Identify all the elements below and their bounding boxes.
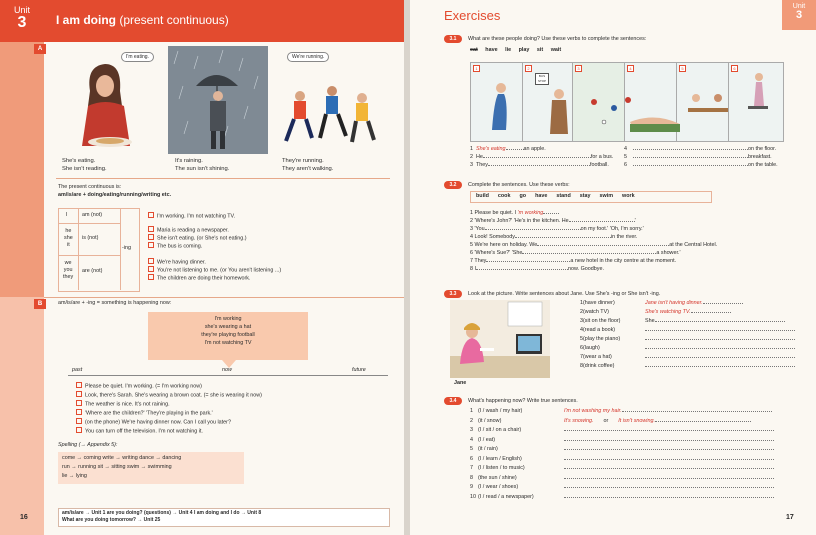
- ex32-item-7: 7 They a new hotel in the city centre at the moment.: [470, 258, 677, 264]
- checkbox-icon: [148, 274, 154, 280]
- checkbox-icon: [148, 266, 154, 272]
- unit-box: [782, 0, 816, 30]
- blank[interactable]: [564, 487, 774, 488]
- example-a-2: Maria is reading a newspaper.: [148, 226, 229, 234]
- unit-number: 3: [17, 14, 27, 31]
- box-line-4: I'm not watching TV: [204, 340, 252, 346]
- example-b-5: (on the phone) We're having dinner now. Can I call you later?: [76, 418, 231, 426]
- section-divider: [44, 297, 404, 298]
- exercise-illustrations: [470, 62, 782, 140]
- blank[interactable]: [564, 459, 774, 460]
- blank[interactable]: [485, 229, 581, 230]
- table-line: [78, 208, 79, 290]
- illustration-rain: [168, 46, 268, 154]
- ex31-item-5: 5 breakfast.: [624, 154, 772, 160]
- blank[interactable]: [564, 430, 774, 431]
- page-number: 16: [20, 514, 28, 521]
- ex32-item-8: 8 I now. Goodbye.: [470, 266, 604, 272]
- divider: [56, 178, 390, 179]
- spelling-line-2: run → running sit → sitting swim → swimming: [62, 464, 172, 470]
- table-line: [58, 223, 120, 224]
- blank[interactable]: [655, 421, 751, 422]
- example-a-6: You're not listening to me. (or You aren't listening ...): [148, 266, 281, 274]
- blank[interactable]: [486, 261, 570, 262]
- table-line: [120, 208, 121, 290]
- table-verb-3: are (not): [82, 268, 103, 274]
- page-number: 17: [786, 514, 794, 521]
- ex31-item-3: 3 They football.: [470, 162, 609, 168]
- footer-line-1[interactable]: am/is/are → Unit 1 are you doing? (questions) → Unit 4 I am doing and I do → Unit 8: [62, 510, 262, 516]
- title-rest: (present continuous): [116, 13, 229, 27]
- example-a-5: We're having dinner.: [148, 258, 206, 266]
- ex32-item-1: 1 Please be quiet. I 'm working: [470, 210, 559, 217]
- blank[interactable]: [645, 348, 795, 349]
- box-line-3: they're playing football: [201, 332, 255, 338]
- blank[interactable]: [564, 497, 774, 498]
- blank[interactable]: [564, 440, 774, 441]
- blank[interactable]: [622, 411, 772, 412]
- checkbox-icon: [76, 382, 82, 388]
- box-line-1: I'm working: [214, 316, 242, 322]
- blank[interactable]: [543, 213, 559, 214]
- section-b-tab: B: [34, 299, 46, 309]
- sidebar-section-a: [0, 42, 44, 297]
- blank[interactable]: [564, 478, 774, 479]
- picture-number: 5: [679, 65, 686, 72]
- box-line-2: she's wearing a hat: [204, 324, 252, 330]
- blank[interactable]: [537, 245, 669, 246]
- timeline-now: now: [222, 367, 232, 373]
- blank[interactable]: [691, 312, 731, 313]
- illustration-runners: [270, 46, 382, 154]
- ex32-item-5: 5 We're here on holiday. We at the Central Hotel.: [470, 242, 718, 248]
- table-line: [58, 255, 120, 256]
- table-pron-3: we you they: [63, 260, 74, 280]
- ex31-item-4: 4 on the floor.: [624, 146, 777, 152]
- blank[interactable]: [645, 330, 795, 331]
- spelling-line-1: come → coming write → writing dance → dancing: [62, 455, 182, 461]
- table-pron-1: I: [66, 212, 68, 218]
- ex34-item-7: 7 (I / listen / to music): [470, 465, 774, 472]
- blank[interactable]: [506, 149, 524, 150]
- checkbox-icon: [148, 258, 154, 264]
- ex34-item-4: 4 (I / eat): [470, 437, 774, 444]
- caption-1b: She isn't reading.: [62, 166, 107, 172]
- blank[interactable]: [645, 366, 795, 367]
- timeline-line: [68, 375, 388, 376]
- exercise-number: 3.2: [444, 181, 462, 189]
- ex31-verbs: eat have lie play sit wait: [470, 47, 562, 53]
- checkbox-icon: [148, 242, 154, 248]
- ex31-item-6: 6 on the table.: [624, 162, 778, 168]
- ex34-item-10: 10 (I / read / a newspaper): [470, 494, 774, 501]
- ex33-item-3: 3(sit on the floor) She: [580, 318, 785, 325]
- picture-number: 3: [575, 65, 582, 72]
- caption-2a: It's raining.: [175, 158, 203, 164]
- exercise-number: 3.1: [444, 35, 462, 43]
- example-b-6: You can turn off the television. I'm not watching it.: [76, 427, 203, 435]
- ex34-instruction: What's happening now? Write true sentences.: [468, 398, 578, 404]
- ex34-item-9: 9 (I / wear / shoes): [470, 484, 774, 491]
- intro-line-1: The present continuous is:: [58, 184, 122, 190]
- ex31-instruction: What are these people doing? Use these verbs to complete the sentences:: [468, 36, 647, 42]
- exercise-number: 3.4: [444, 397, 462, 405]
- picture-number: 2: [525, 65, 532, 72]
- checkbox-icon: [148, 212, 154, 218]
- picture-number: 1: [473, 65, 480, 72]
- jane-label: Jane: [454, 380, 467, 386]
- ex32-instruction: Complete the sentences. Use these verbs:: [468, 182, 570, 188]
- ex33-item-6: 6(laugh): [580, 345, 795, 352]
- footer-line-2[interactable]: What are you doing tomorrow? → Unit 25: [62, 517, 161, 523]
- unit-title: [56, 13, 229, 27]
- ex34-item-6: 6 (I / learn / English): [470, 456, 774, 463]
- speech-bubble-running: We're running.: [287, 52, 329, 62]
- illustration-woman-eating: [60, 46, 170, 154]
- blank[interactable]: [569, 221, 635, 222]
- picture-number: 6: [731, 65, 738, 72]
- table-ing: -ing: [122, 245, 131, 251]
- section-a-tab: A: [34, 44, 46, 54]
- sidebar-section-b: [0, 297, 44, 535]
- blank[interactable]: [703, 303, 743, 304]
- ex34-item-8: 8 (the sun / shine): [470, 475, 774, 482]
- blank[interactable]: [564, 449, 774, 450]
- timeline-past: past: [72, 367, 83, 373]
- blank[interactable]: [522, 253, 656, 254]
- ex32-item-6: 6 'Where's Sue?' 'She a shower.': [470, 250, 681, 256]
- caption-1a: She's eating.: [62, 158, 96, 164]
- ex33-instruction: Look at the picture. Write sentences about Jane. Use She's -ing or She isn't -ing.: [468, 291, 661, 297]
- table-pron-2: he she it: [64, 228, 73, 248]
- checkbox-icon: [76, 427, 82, 433]
- blank[interactable]: [633, 165, 748, 166]
- ex33-item-7: 7(wear a hat): [580, 354, 795, 361]
- example-b-1: Please be quiet. I'm working. (= I'm working now): [76, 382, 202, 390]
- checkbox-icon: [76, 418, 82, 424]
- example-a-3: She isn't eating. (or She's not eating.): [148, 234, 247, 242]
- ex33-item-5: 5(play the piano): [580, 336, 795, 343]
- example-b-4: 'Where are the children?' 'They're playing in the park.': [76, 409, 213, 417]
- ex31-item-1: 1 She's eating an apple.: [470, 146, 546, 152]
- unit-number: 3: [795, 9, 803, 21]
- unit-label: Unit: [792, 3, 806, 10]
- ex34-item-5: 5 (it / rain): [470, 446, 774, 453]
- exercise-number: 3.3: [444, 290, 462, 298]
- ex31-item-2: 2 He for a bus.: [470, 154, 614, 160]
- table-verb-2: is (not): [82, 235, 99, 241]
- blank[interactable]: [633, 157, 748, 158]
- example-a-7: The children are doing their homework.: [148, 274, 251, 282]
- checkbox-icon: [76, 391, 82, 397]
- checkbox-icon: [148, 234, 154, 240]
- timeline-future: future: [352, 367, 366, 373]
- blank[interactable]: [564, 468, 774, 469]
- blank[interactable]: [483, 157, 591, 158]
- ex33-item-2: 2(watch TV) She's watching TV.: [580, 309, 731, 316]
- unit-label: Unit: [13, 5, 30, 15]
- blank[interactable]: [476, 269, 568, 270]
- spelling-line-3: lie → lying: [62, 473, 87, 479]
- ex32-verbs: build cook go have stand stay swim work: [476, 193, 635, 199]
- blank[interactable]: [645, 339, 795, 340]
- blank[interactable]: [488, 165, 590, 166]
- ex33-item-4: 4(read a book): [580, 327, 795, 334]
- left-page: [0, 0, 404, 535]
- ex34-item-3: 3 (I / sit / on a chair): [470, 427, 774, 434]
- blank[interactable]: [515, 237, 611, 238]
- example-b-2: Look, there's Sarah. She's wearing a brown coat. (= she is wearing it now): [76, 391, 262, 399]
- caption-3b: They aren't walking.: [282, 166, 334, 172]
- ex33-item-1: 1(have dinner) Jane isn't having dinner.: [580, 300, 743, 307]
- bus-stop-sign: BUS STOP: [535, 73, 549, 85]
- speech-bubble-eating: I'm eating.: [121, 52, 154, 62]
- blank[interactable]: [633, 149, 748, 150]
- example-a-1: I'm working. I'm not watching TV.: [148, 212, 235, 220]
- title-bold: I am doing: [56, 13, 116, 27]
- intro-line-2: am/is/are + doing/eating/running/writing etc.: [58, 192, 172, 198]
- unit-title-bar: [44, 0, 404, 42]
- table-verb-1: am (not): [82, 212, 103, 218]
- example-b-3: The weather is nice. It's not raining.: [76, 400, 170, 408]
- blank[interactable]: [655, 321, 785, 322]
- exercises-title: Exercises: [444, 8, 501, 23]
- section-b-heading: am/is/are + -ing = something is happening now:: [58, 300, 172, 306]
- blank[interactable]: [645, 357, 795, 358]
- spelling-heading: Spelling (→ Appendix 5):: [58, 442, 118, 448]
- ex34-item-2: 2 (it / snow) It's snowing. or It isn't snowing.: [470, 418, 751, 425]
- right-page: [410, 0, 816, 535]
- checkbox-icon: [76, 400, 82, 406]
- example-a-4: The bus is coming.: [148, 242, 202, 250]
- checkbox-icon: [76, 409, 82, 415]
- caption-3a: They're running.: [282, 158, 324, 164]
- ex32-item-3: 3 'You on my foot.' 'Oh, I'm sorry.': [470, 226, 644, 232]
- ex32-item-2: 2 'Where's John?' 'He's in the kitchen. He ': [470, 218, 636, 224]
- jane-picture: [450, 300, 550, 378]
- unit-box: [0, 0, 44, 42]
- ex32-item-4: 4 Look! Somebody in the river.: [470, 234, 638, 240]
- ex33-item-8: 8(drink coffee): [580, 363, 795, 370]
- ex34-item-1: 1 (I / wash / my hair) I'm not washing my hair.: [470, 408, 772, 415]
- caption-2b: The sun isn't shining.: [175, 166, 230, 172]
- picture-number: 4: [627, 65, 634, 72]
- checkbox-icon: [148, 226, 154, 232]
